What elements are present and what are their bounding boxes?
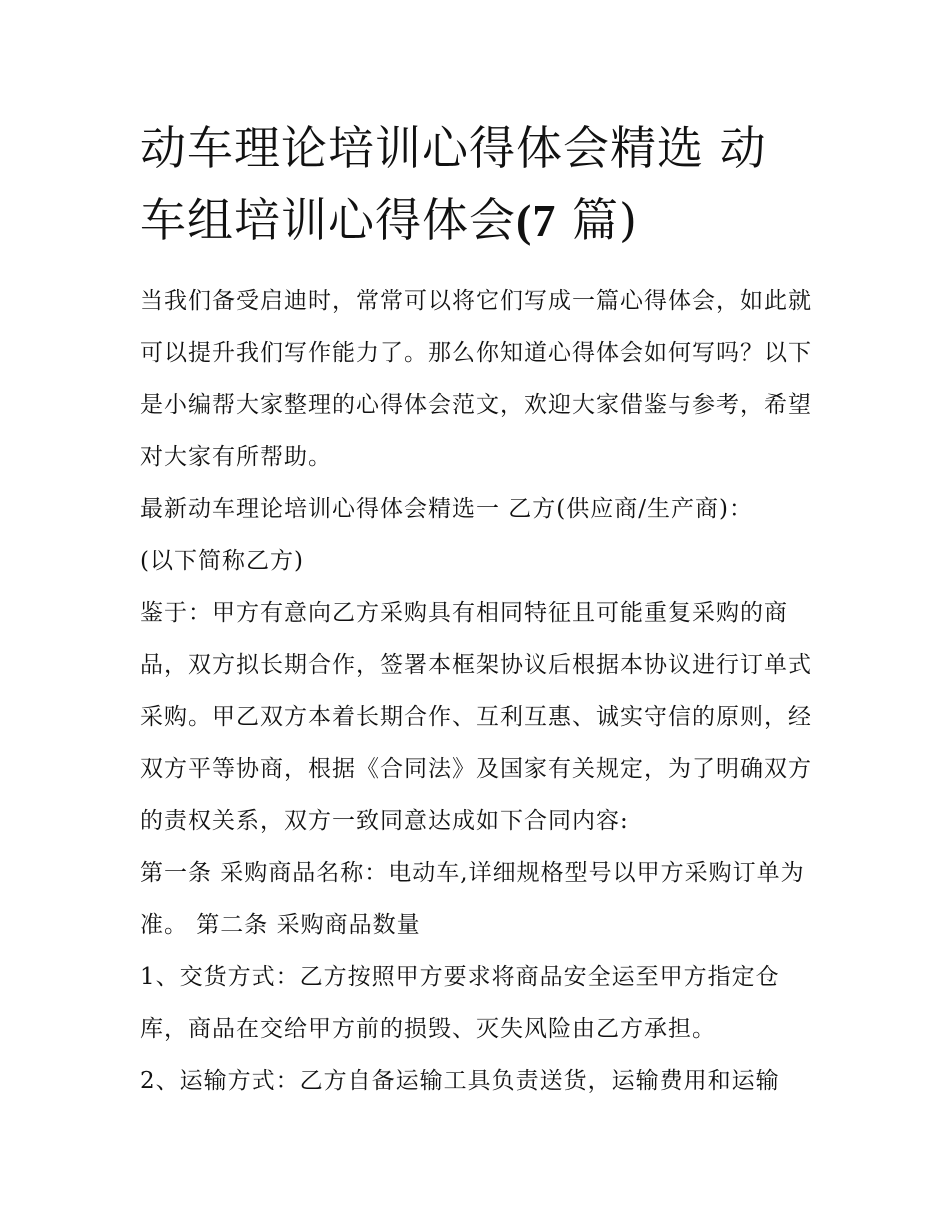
title-count: (7 xyxy=(516,195,557,246)
clause-delivery: 1、交货方式：乙方按照甲方要求将商品安全运至甲方指定仓库，商品在交给甲方前的损毁、灭失风险由乙方承担。 xyxy=(140,964,780,1042)
party-note: (以下简称乙方) xyxy=(140,548,304,574)
article-one: 第一条 采购商品名称：电动车,详细规格型号以甲方采购订单为准。 第二条 采购商品数量 xyxy=(140,860,805,938)
document-title xyxy=(140,112,812,257)
document-page xyxy=(140,112,812,1107)
recital-paragraph: 鉴于：甲方有意向乙方采购具有相同特征且可能重复采购的商品，双方拟长期合作，签署本框架协议后根据本协议进行订单式采购。甲乙双方本着长期合作、互利互惠、诚实守信的原则，经双方平等协商，根据《合同法》及国家有关规定，为了明确双方的责权关系，双方一致同意达成如下合同内容: xyxy=(140,600,812,834)
title-suffix: 篇) xyxy=(556,193,638,247)
section-heading: 最新动车理论培训心得体会精选一 乙方(供应商/生产商)： xyxy=(140,496,754,522)
clause-transport: 2、运输方式：乙方自备运输工具负责送货，运输费用和运输 xyxy=(140,1068,780,1094)
intro-paragraph: 当我们备受启迪时，常常可以将它们写成一篇心得体会，如此就可以提升我们写作能力了。那么你知道心得体会如何写吗？以下是小编帮大家整理的心得体会范文，欢迎大家借鉴与参考，希望对大家有所帮助。 xyxy=(140,288,812,470)
title-text: 动车理论培训心得体会精选 动车组培训心得体会 xyxy=(140,121,767,247)
